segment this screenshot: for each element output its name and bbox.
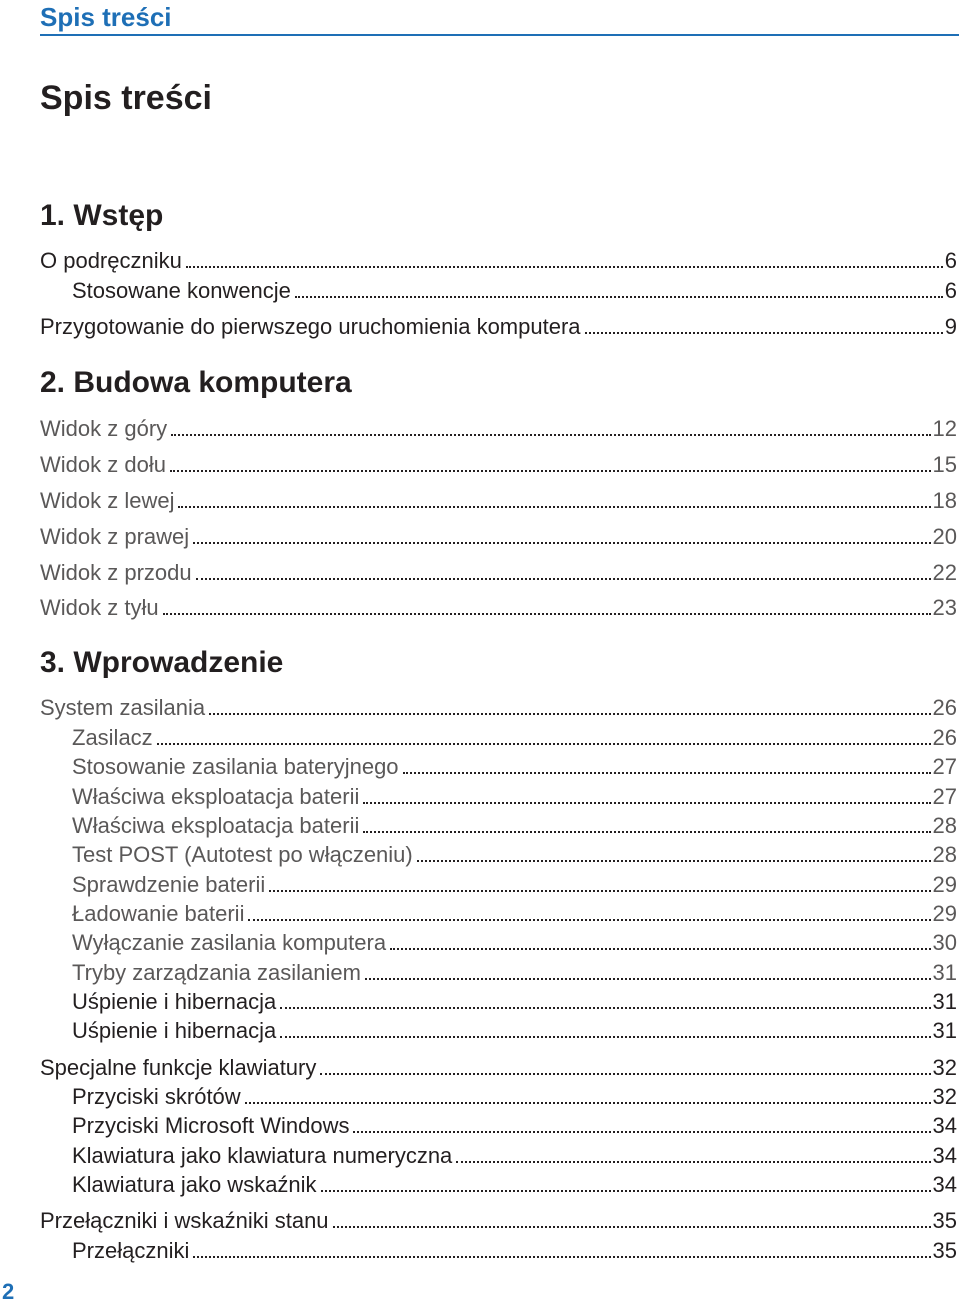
toc-entry[interactable]: [72, 987, 957, 1017]
toc-entry[interactable]: [40, 312, 957, 342]
toc-leader: [157, 742, 931, 745]
toc-entry-label: Właściwa eksploatacja baterii: [72, 784, 360, 809]
toc-entry-page: 34: [932, 1113, 957, 1138]
toc-entry-page: 15: [932, 452, 957, 477]
toc-leader: [456, 1160, 930, 1163]
toc-entry-label: Widok z dołu: [40, 452, 166, 477]
toc-entry-page: 6: [944, 248, 957, 273]
toc-entry-page: 28: [932, 813, 957, 838]
toc-entry[interactable]: [72, 840, 957, 870]
toc-leader: [320, 1072, 930, 1075]
toc-entry[interactable]: [72, 782, 957, 812]
toc-entry[interactable]: [40, 522, 957, 552]
toc-entry-label: Stosowanie zasilania bateryjnego: [72, 754, 399, 779]
toc-entry[interactable]: [72, 958, 957, 988]
toc-entry-label: Stosowane konwencje: [72, 278, 291, 303]
toc-leader: [193, 1255, 930, 1258]
toc-leader: [417, 859, 931, 862]
toc-leader: [353, 1130, 930, 1133]
toc-leader: [333, 1225, 931, 1228]
toc-entry-page: 32: [932, 1084, 957, 1109]
toc-entry[interactable]: [40, 486, 957, 516]
toc-leader: [163, 612, 931, 615]
toc-entry[interactable]: [40, 558, 957, 588]
toc-entry-label: Uśpienie i hibernacja: [72, 1018, 277, 1043]
toc-entry-page: 29: [932, 872, 957, 897]
toc-leader: [390, 947, 930, 950]
toc-entry[interactable]: [40, 1053, 957, 1083]
toc-entry-page: 34: [932, 1172, 957, 1197]
toc-leader: [178, 505, 930, 508]
toc-entry[interactable]: [72, 928, 957, 958]
toc-entry-page: 12: [932, 416, 957, 441]
toc-leader: [193, 541, 930, 544]
toc-entry-page: 22: [932, 560, 957, 585]
toc-entry-page: 20: [932, 524, 957, 549]
toc-entry-label: Widok z góry: [40, 416, 168, 441]
toc-leader: [245, 1101, 931, 1104]
page-number: 2: [2, 1279, 15, 1304]
toc-entry[interactable]: [72, 1170, 957, 1200]
toc-entry-page: 27: [932, 784, 957, 809]
toc-leader: [363, 801, 930, 804]
toc-entry-label: Klawiatura jako wskaźnik: [72, 1172, 317, 1197]
toc-entry[interactable]: [40, 246, 957, 276]
toc-entry-page: 31: [932, 989, 957, 1014]
toc-entry-page: 29: [932, 901, 957, 926]
toc-leader: [365, 977, 931, 980]
toc-entry[interactable]: [72, 276, 957, 306]
toc-entry-label: Widok z tyłu: [40, 595, 159, 620]
toc-entry-page: 23: [932, 595, 957, 620]
toc-entry-page: 34: [932, 1143, 957, 1168]
toc-entry-page: 32: [932, 1055, 957, 1080]
toc-entry[interactable]: [72, 723, 957, 753]
toc-entry[interactable]: [72, 899, 957, 929]
toc-leader: [403, 771, 931, 774]
toc-entry-page: 26: [932, 695, 957, 720]
toc-entry-label: Widok z przodu: [40, 560, 192, 585]
toc-leader: [269, 889, 930, 892]
toc-leader: [186, 265, 943, 268]
toc-entry[interactable]: [40, 693, 957, 723]
toc-leader: [170, 469, 931, 472]
toc-leader: [209, 712, 930, 715]
toc-entry-label: Przyciski Microsoft Windows: [72, 1113, 350, 1138]
section-heading-1: 1. Wstęp: [40, 199, 164, 232]
toc-entry-page: 26: [932, 725, 957, 750]
toc-leader: [321, 1189, 931, 1192]
section-heading-2: 2. Budowa komputera: [40, 366, 352, 399]
toc-entry-label: Uśpienie i hibernacja: [72, 989, 277, 1014]
toc-entry-page: 35: [932, 1238, 957, 1263]
toc-entry-label: Przygotowanie do pierwszego uruchomienia komputera: [40, 314, 581, 339]
toc-entry[interactable]: [72, 1016, 957, 1046]
toc-entry-label: Widok z lewej: [40, 488, 175, 513]
toc-entry-label: Widok z prawej: [40, 524, 190, 549]
toc-entry-page: 18: [932, 488, 957, 513]
toc-entry[interactable]: [40, 1206, 957, 1236]
toc-entry-label: Sprawdzenie baterii: [72, 872, 266, 897]
toc-entry[interactable]: [72, 1236, 957, 1266]
toc-entry-label: Specjalne funkcje klawiatury: [40, 1055, 317, 1080]
toc-entry-page: 31: [932, 960, 957, 985]
toc-entry[interactable]: [72, 1082, 957, 1112]
toc-leader: [295, 295, 943, 298]
toc-leader: [585, 331, 943, 334]
toc-leader: [196, 577, 931, 580]
toc-entry-label: Ładowanie baterii: [72, 901, 245, 926]
toc-entry-label: Właściwa eksploatacja baterii: [72, 813, 360, 838]
toc-entry-label: Tryby zarządzania zasilaniem: [72, 960, 361, 985]
toc-entry[interactable]: [72, 1141, 957, 1171]
toc-entry-label: Wyłączanie zasilania komputera: [72, 930, 387, 955]
page-title: Spis treści: [40, 79, 212, 117]
toc-entry-page: 35: [932, 1208, 957, 1233]
toc-entry-label: Przełączniki: [72, 1238, 190, 1263]
toc-entry-label: Test POST (Autotest po włączeniu): [72, 842, 413, 867]
toc-entry-page: 9: [944, 314, 957, 339]
toc-entry-label: Zasilacz: [72, 725, 153, 750]
toc-entry[interactable]: [72, 752, 957, 782]
toc-entry[interactable]: [72, 870, 957, 900]
toc-leader: [248, 918, 930, 921]
toc-entry-label: Klawiatura jako klawiatura numeryczna: [72, 1143, 453, 1168]
toc-leader: [280, 1006, 930, 1009]
toc-entry-page: 28: [932, 842, 957, 867]
toc-entry-page: 31: [932, 1018, 957, 1043]
toc-entry-label: Przełączniki i wskaźniki stanu: [40, 1208, 329, 1233]
toc-entry-page: 30: [932, 930, 957, 955]
section-heading-3: 3. Wprowadzenie: [40, 646, 284, 679]
toc-entry-label: O podręczniku: [40, 248, 182, 273]
running-header-title: Spis treści: [40, 2, 172, 32]
toc-entry[interactable]: [40, 414, 957, 444]
toc-leader: [363, 830, 930, 833]
toc-leader: [171, 433, 930, 436]
toc-leader: [280, 1035, 930, 1038]
toc-entry[interactable]: [40, 450, 957, 480]
header-rule: [40, 34, 959, 36]
toc-entry-label: System zasilania: [40, 695, 206, 720]
toc-entry[interactable]: [72, 1111, 957, 1141]
toc-entry[interactable]: [72, 811, 957, 841]
toc-entry-page: 6: [944, 278, 957, 303]
toc-entry-label: Przyciski skrótów: [72, 1084, 241, 1109]
toc-entry[interactable]: [40, 593, 957, 623]
toc-entry-page: 27: [932, 754, 957, 779]
